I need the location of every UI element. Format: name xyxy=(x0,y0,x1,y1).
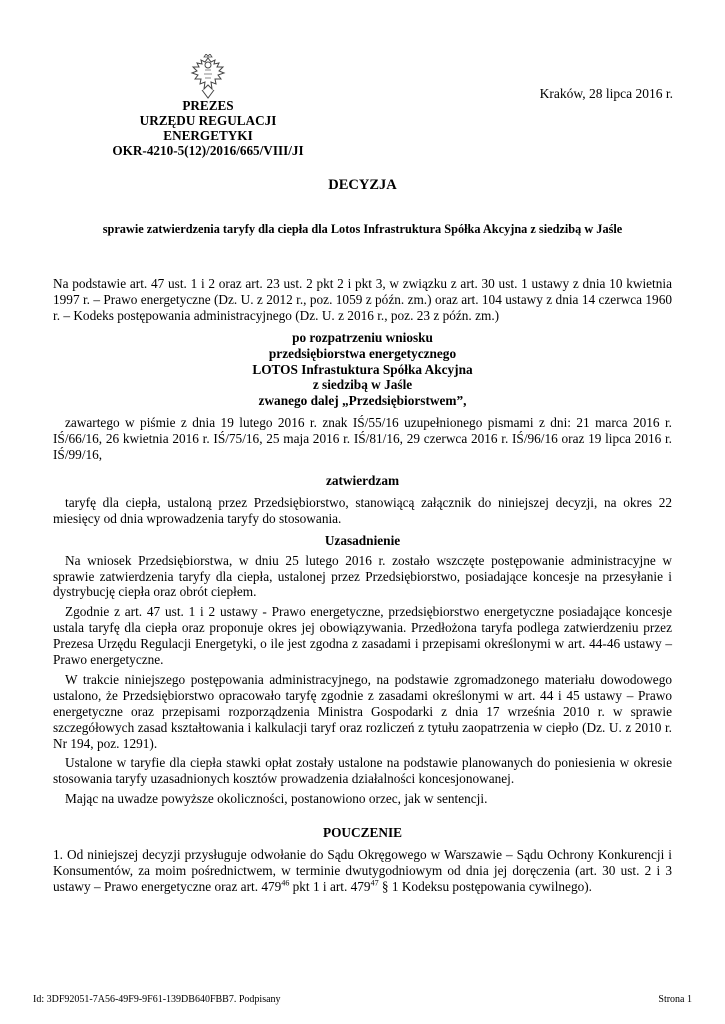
justification-heading: Uzasadnienie xyxy=(324,532,401,548)
party-line: po rozpatrzeniu wniosku xyxy=(292,329,433,345)
decision-text: taryfę dla ciepła, ustaloną przez Przedsiębiorstwo, stanowiącą załącznik do niniejszej decyzji, na okres 22 miesięcy od dnia wprowadzenia taryfy do stosowania. xyxy=(53,494,672,526)
justification-paragraph: Ustalone w taryfie dla ciepła stawki opłat zostały ustalone na podstawie planowanych do poniesienia w okresie stosowania taryfy uzasadnionych kosztów prowadzenia działalności koncesjonowanej. xyxy=(53,755,672,787)
place-date: Kraków, 28 lipca 2016 r. xyxy=(539,86,673,101)
instruction-text-part: § 1 Kodeksu postępowania cywilnego). xyxy=(378,878,593,894)
instruction-text-part: pkt 1 i art. 479 xyxy=(289,878,371,894)
instruction-heading: POUCZENIE xyxy=(322,825,403,841)
document-body xyxy=(53,276,672,895)
document-subject: sprawie zatwierdzenia taryfy dla ciepła dla Lotos Infrastruktura Spółka Akcyjna z siedzibą w Jaśle xyxy=(102,222,623,236)
article-superscript: 46 xyxy=(281,878,290,888)
document-title: DECYZJA xyxy=(328,177,397,193)
application-details: zawartego w piśmie z dnia 19 lutego 2016 r. znak IŚ/55/16 uzupełnionego pismami z dni: 21 marca 2016 r. IŚ/66/16, 26 kwietnia 2016 r. IŚ/75/16, 25 maja 2016 r. IŚ/81/16, 29 czerwca 2016 r. IŚ/96/16 oraz 19 lipca 2016 r. IŚ/99/16, xyxy=(53,415,672,463)
document-id: Id: 3DF92051-7A56-49F9-9F61-139DB640FBB7. Podpisany xyxy=(33,994,281,1005)
article-superscript: 47 xyxy=(370,878,379,888)
issuer-header xyxy=(100,98,316,158)
instruction-text xyxy=(53,847,672,895)
party-line: z siedzibą w Jaśle xyxy=(312,377,413,393)
justification-paragraph: Mając na uwadze powyższe okoliczności, postanowiono orzec, jak w sentencji. xyxy=(65,791,488,807)
reference-number: OKR-4210-5(12)/2016/665/VIII/JI xyxy=(112,143,304,158)
party-line: zwanego dalej „Przedsiębiorstwem”, xyxy=(258,393,467,409)
decision-word: zatwierdzam xyxy=(325,472,400,488)
legal-basis: Na podstawie art. 47 ust. 1 i 2 oraz art. 23 ust. 2 pkt 2 i pkt 3, w związku z art. 30 ust. 1 ustawy z dnia 10 kwietnia 1997 r. – Prawo energetyczne (Dz. U. z 2012 r., poz. 1059 z późn. zm.) oraz art. 104 ustawy z dnia 14 czerwca 1960 r. – Kodeks postępowania administracyjnego (Dz. U. z 2016 r., poz. 23 z późn. zm.) xyxy=(53,276,672,323)
polish-eagle-emblem-icon xyxy=(188,54,228,100)
issuer-title: PREZES xyxy=(182,98,234,113)
issuer-office: URZĘDU REGULACJI ENERGETYKI xyxy=(139,113,277,143)
justification-paragraph: W trakcie niniejszego postępowania administracyjnego, na podstawie zgromadzonego materiału dowodowego ustalono, że Przedsiębiorstwo opracowało taryfę zgodnie z zasadami określonymi w art. 44 i 45 ustawy – Prawo energetyczne oraz przepisami rozporządzenia Ministra Gospodarki z dnia 17 września 2010 r. w sprawie szczegółowych zasad kształtowania i kalkulacji taryf oraz rozliczeń z tytułu zaopatrzenia w ciepło (Dz. U. z 2010 r. Nr 194, poz. 1291). xyxy=(53,671,672,751)
page-number: Strona 1 xyxy=(658,994,692,1005)
instruction-text-part: 1. Od niniejszej decyzji przysługuje odwołanie do Sądu Okręgowego w Warszawie – Sądu Ochrony Konkurencji i Konsumentów, za moim pośrednictwem, w terminie dwutygodniowym od dnia jej doręczenia (art. 30 ust. 2 i 3 ustawy – Prawo energetyczne oraz art. 479 xyxy=(53,847,672,894)
party-line: przedsiębiorstwa energetycznego xyxy=(268,345,457,361)
justification-paragraph: Zgodnie z art. 47 ust. 1 i 2 ustawy - Prawo energetyczne, przedsiębiorstwo energetyczne posiadające koncesje ustala taryfę dla ciepła oraz proponuje okres jej obowiązywania. Przedłożona taryfa podlega zatwierdzeniu przez Prezesa Urzędu Regulacji Energetyki, o ile jest zgodna z zasadami i przepisami określonymi w art. 44-46 ustawy – Prawo energetyczne. xyxy=(53,604,672,668)
party-line: LOTOS Infrastuktura Spółka Akcyjna xyxy=(252,361,473,377)
justification-paragraph: Na wniosek Przedsiębiorstwa, w dniu 25 lutego 2016 r. zostało wszczęte postępowanie administracyjne w sprawie zatwierdzenia taryfy dla ciepła, ustalonej przez Przedsiębiorstwo, posiadające koncesje na przesyłanie i dystrybucję ciepła oraz obrót ciepłem. xyxy=(53,552,672,600)
